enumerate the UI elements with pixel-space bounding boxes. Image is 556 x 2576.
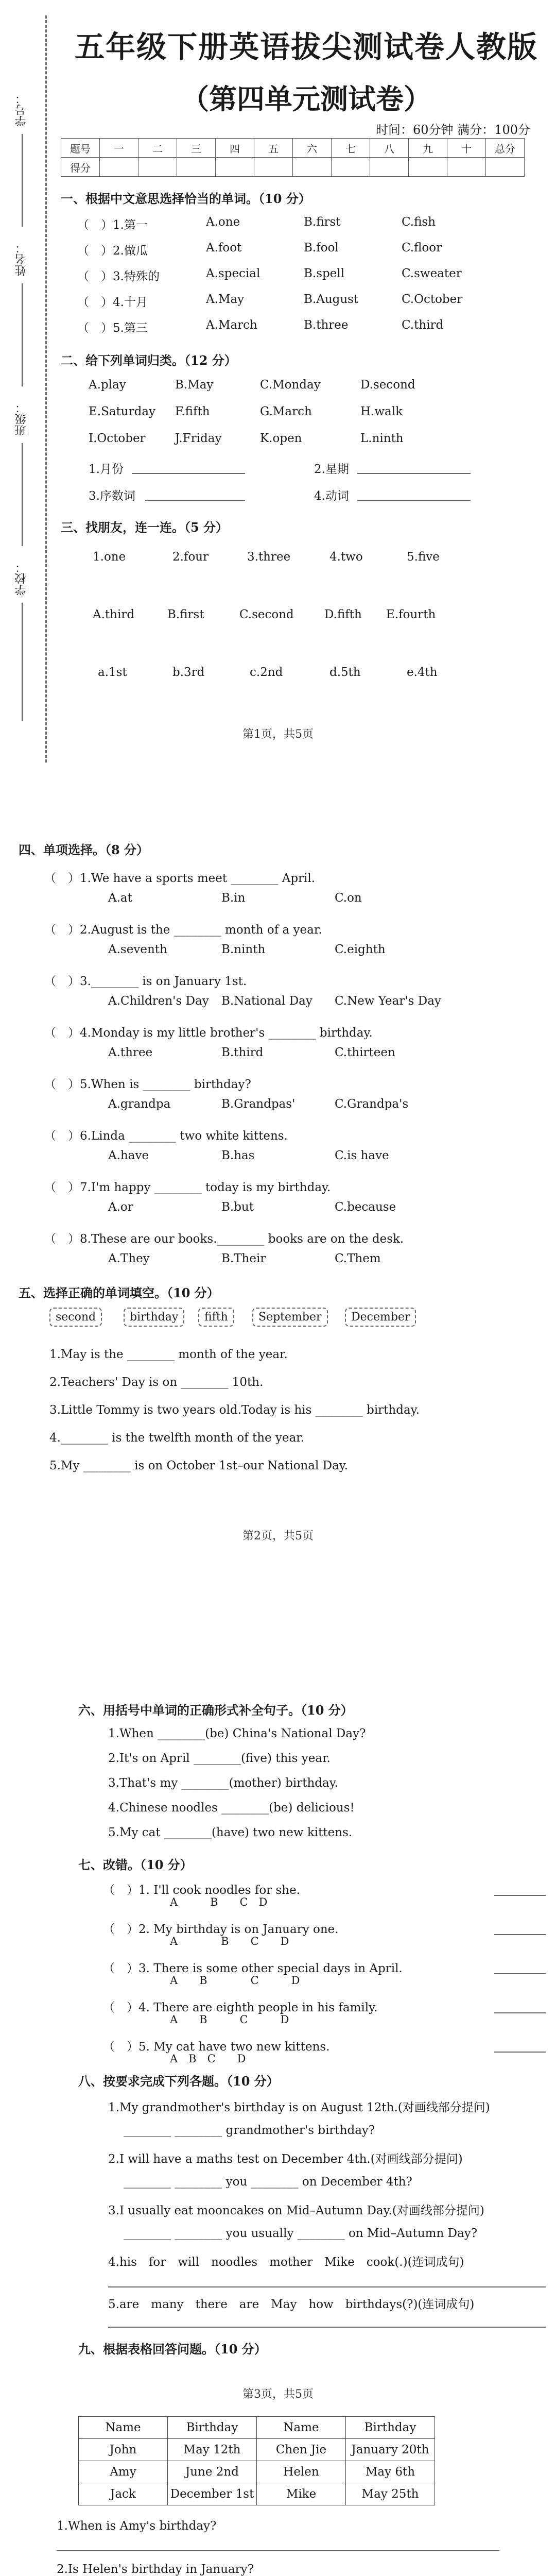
birthday-table: Name Birthday Name Birthday John May 12th Chen Jie January 20th Amy June 2nd Helen May 6th Jack December 1st Mike May 25th (78, 2416, 435, 2505)
section-1-title: 一、根据中文意思选择恰当的单词。（10 分） (61, 191, 311, 206)
section-9-title: 九、根据表格回答问题。（10 分） (78, 2342, 267, 2357)
section-8-title: 八、按要求完成下列各题。（10 分） (78, 2074, 279, 2089)
section-7-title: 七、改错。（10 分） (78, 1857, 193, 1872)
student-info-side (9, 93, 56, 762)
page-subtitle: （第四单元测试卷） (181, 82, 431, 115)
page-footer: 第1页，共5页 (242, 728, 314, 741)
page-footer: 第3页，共5页 (242, 2388, 314, 2401)
page-3: 六、用括号中单词的正确形式补全句子。（10 分） 1.When ________(be) China's National Day? 2.It's on April ________(five) this year. 3.That's my ________(mother) birthday. 4.Chinese noodles ________(be) delicious! 5.My cat ________(have) two new kittens. 七、改错。（10 分） （ ）1. I'll cook noodles for she. A B C D （ ）2. My birthday is on January one. A B C D （ ）3. There is some other special days in April. A B C D （ ）4. There are eighth people in his family. A B C D （ ）5. My cat have two new kittens. A B C D 八、按要求完成下列各题。（10 分） 1.My grandmother's birthday is on August 12th.(对画线部分提问) ________ ________ grandmother's birthday? 2.I will have a maths test on December 4th.(对画线部分提问) ________ ________ you ________ on December 4th? 3.I usually eat mooncakes on Mid–Autumn Day.(对画线部分提问) ________ ________ you usually ________ on Mid–Autumn Day? 4.his for will noodles mother Mike cook(.)(连词成句) 5.are many there are May how birthdays(?)(连词成句) 九、根据表格回答问题。（10 分） (0, 1577, 556, 2365)
page-4: 第3页，共5页 Name Birthday Name Birthday John May 12th Chen Jie January 20th Amy June 2nd Helen May 6th Jack December 1st Mike May 25th 1.When is Amy's birthday? 2.Is Helen's birthday in January? (0, 2365, 556, 2576)
score-table: 题号 一 二 三 四 五 六 七 八 九 十 总分 得分 (61, 138, 525, 177)
page-footer: 第2页，共5页 (242, 1530, 314, 1543)
section-5-title: 五、选择正确的单词填空。（10 分） (19, 1285, 219, 1300)
section-2-title: 二、给下列单词归类。（12 分） (61, 353, 237, 368)
page-1: 学号： 姓名： 班级： 学校： 五年级下册英语拔尖测试卷人教版 （第四单元测试卷） 时间：60分钟 满分：100分 题号 一 二 三 四 五 六 七 八 九 十 总分 得分 一、根据中文意思选择恰当的单词。（10 分） （ ）1.第一 A.one B.first C.fish （ ）2.做瓜 A.foot B.fool C.floor （ ）3.特殊的 A.special B.spell C.sweater （ ）4.十月 A.May B.August C.October （ ）5.第三 A.March B.three C.third 二、给下列单词归类。（12 分） A.play B.May C.Monday D.second E.Saturday F.fifth G.March H.walk I.October J.Friday K.open L.ninth 1.月份 2.星期 3.序数词 4.动词 三、找朋友，连一连。（5 分） 1.one 2.four 3.three 4.two 5.five A.third B.first C.second D.fifth E.fourth a.1st b.3rd c.2nd d.5th e.4th 第1页，共5页 (0, 0, 556, 788)
time-score: 时间：60分钟 满分：100分 (376, 123, 530, 137)
page-2: 四、单项选择。（8 分） （ ）1.We have a sports meet ________ April. A.at B.in C.on （ ）2.August is the ________ month of a year. A.seventh B.ninth C.eighth （ ）3.________ is on January 1st. A.Children's Day B.National Day C.New Year's Day （ ）4.Monday is my little brother's ________ birthday. A.three B.third C.thirteen （ ）5.When is ________ birthday? A.grandpa B.Grandpas' C.Grandpa's （ ）6.Linda ________ two white kittens. A.have B.has C.is have （ ）7.I'm happy ________ today is my birthday. A.or B.but C.because （ ）8.These are our books.________ books are on the desk. A.They B.Their C.Them 五、选择正确的单词填空。（10 分） second birthday fifth September December 1.May is the ________ month of the year. 2.Teachers' Day is on ________ 10th. 3.Little Tommy is two years old.Today is his ________ birthday. 4.________ is the twelfth month of the year. 5.My ________ is on October 1st–our National Day. 第2页，共5页 (0, 788, 556, 1577)
section-3-title: 三、找朋友，连一连。（5 分） (61, 520, 229, 535)
class-label: 班级： (15, 402, 28, 436)
school-label: 学校： (15, 562, 28, 596)
section-6-title: 六、用括号中单词的正确形式补全句子。（10 分） (78, 1703, 353, 1718)
name-label: 姓名： (15, 242, 28, 276)
section-4-title: 四、单项选择。（8 分） (19, 842, 149, 857)
student-id-label: 学号： (15, 93, 28, 127)
page-title: 五年级下册英语拔尖测试卷人教版 (74, 29, 538, 64)
